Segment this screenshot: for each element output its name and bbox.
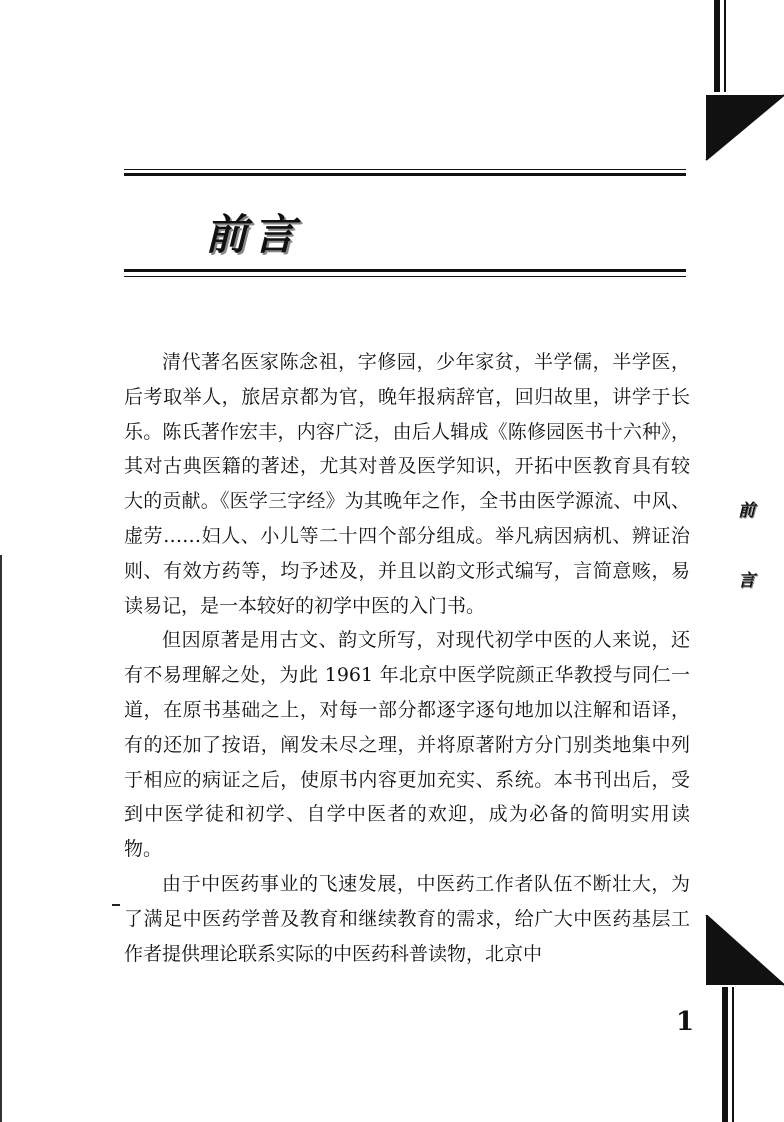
header-rule-bottom-thick	[124, 269, 686, 272]
paragraph-1: 清代著名医家陈念祖，字修园，少年家贫，半学儒，半学医，后考取举人，旅居京都为官，晚年报病辞官，回归故里，讲学于长乐。陈氏著作宏丰，内容广泛，由后人辑成《陈修园医书十六种》，其对古典医籍的著述，尤其对普及医学知识，开拓中医教育具有较大的贡献。《医学三字经》为其晚年之作，全书由医学源流、中风、虚劳……妇人、小儿等二十四个部分组成。举凡病因病机、辨证治则、有效方药等，均予述及，并且以韵文形式编写，言简意赅，易读易记，是一本较好的初学中医的入门书。	[124, 351, 690, 617]
side-label-1: 前	[738, 501, 755, 521]
header-rule-top-thin	[124, 169, 686, 170]
side-label-2: 言	[738, 571, 755, 591]
margin-mark	[112, 904, 120, 906]
page-edge-line	[0, 555, 2, 1122]
corner-decoration-bottom	[700, 915, 784, 1122]
corner-decoration-top	[700, 0, 784, 170]
page-title: 前言	[205, 210, 302, 259]
header-rule-top-thick	[124, 173, 686, 176]
page-number: 1	[676, 1007, 695, 1037]
paragraph-3: 由于中医药事业的飞速发展，中医药工作者队伍不断壮大，为了满足中医药学普及教育和继续教育的需求，给广大中医药基层工作者提供理论联系实际的中医药科普读物，北京中	[124, 872, 690, 965]
paragraph-2: 但因原著是用古文、韵文所写，对现代初学中医的人来说，还有不易理解之处，为此 1961 年北京中医学院颜正华教授与同仁一道，在原书基础之上，对每一部分都逐字逐句地加以注解和语译，有的还加了按语，阐发未尽之理，并将原著附方分门别类地集中列于相应的病证之后，使原书内容更加充实、系统。本书刊出后，受到中医学徒和初学、自学中医者的欢迎，成为必备的简明实用读物。	[124, 629, 690, 861]
body-text	[124, 345, 690, 971]
header-rule-bottom-thin	[124, 276, 686, 277]
